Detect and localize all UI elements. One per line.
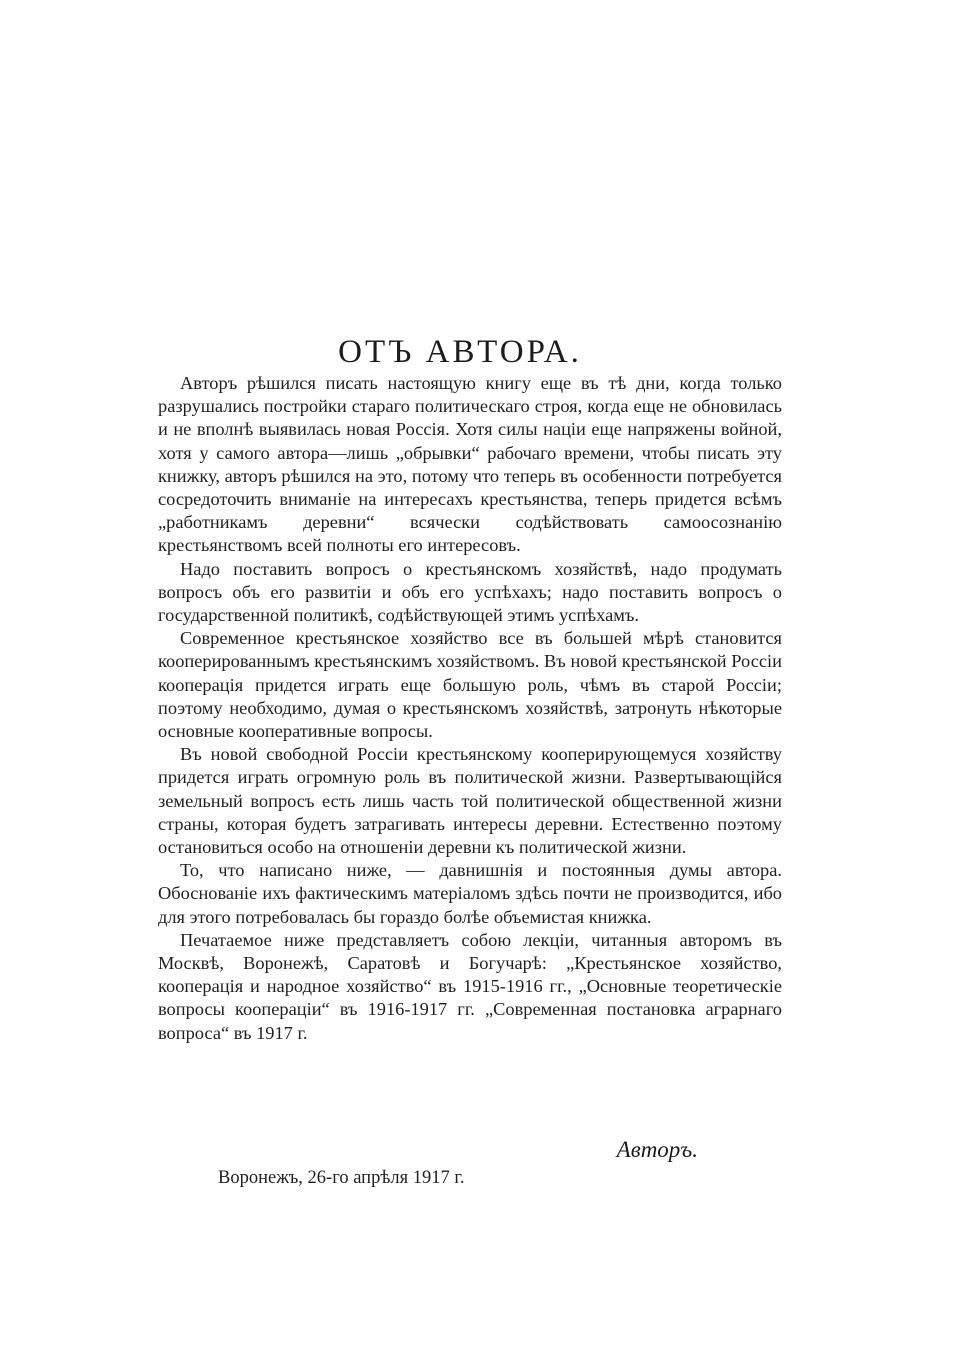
paragraph-6: Печатаемое ниже представляетъ собою лекціи, читанныя авторомъ въ Москвѣ, Воронежѣ, Саратовѣ и Богучарѣ: „Крестьянское хозяйство, кооперація и народное хозяйство“ въ 1915-1916 гг., „Основные теоретическіе вопросы коопераціи“ въ 1916-1917 гг. „Современная постановка аграрнаго вопроса“ въ 1917 г. <box>158 929 782 1043</box>
paragraph-4: Въ новой свободной Россіи крестьянскому кооперирующемуся хозяйству придется играть огромную роль въ политической жизни. Развертывающійся земельный вопросъ есть лишь часть той политической общественной жизни страны, которая будетъ затрагивать интересы деревни. Естественно поэтому остановиться особо на отношеніи деревни къ политической жизни. <box>158 744 782 858</box>
paragraph-5: То, что написано ниже, — давнишнія и постоянныя думы автора. Обоснованіе ихъ фактическимъ матеріаломъ здѣсь почти не производится, ибо для этого потребовалась бы гораздо болѣе объемистая книжка. <box>158 860 782 927</box>
paragraph-3: Современное крестьянское хозяйство все въ большей мѣрѣ становится кооперированнымъ крестьянскимъ хозяйствомъ. Въ новой крестьянской Россіи кооперація придется играть еще большую роль, чѣмъ въ старой Россіи; поэтому необходимо, думая о крестьянскомъ хозяйствѣ, затронуть нѣкоторые основные кооперативные вопросы. <box>158 628 782 742</box>
place-and-date: Воронежъ, 26-го апрѣля 1917 г. <box>218 1168 465 1188</box>
paragraph-1: Авторъ рѣшился писать настоящую книгу еще въ тѣ дни, когда только разрушались постройки стараго политическаго строя, когда еще не обновилась и не вполнѣ выявилась новая Россія. Хотя силы націи еще напряжены войной, хотя у самого автора—лишь „обрывки“ рабочаго времени, чтобы писать эту книжку, авторъ рѣшился на это, потому что теперь въ особенности потребуется сосредоточить вниманіе на интересахъ крестьянства, теперь придется всѣмъ „работникамъ деревни“ всячески содѣйствовать самоосознанію крестьянствомъ всей полноты его интересовъ. <box>158 373 782 556</box>
preface-body <box>158 372 782 1045</box>
author-signature: Авторъ. <box>616 1137 698 1162</box>
page-title: ОТЪ АВТОРА. <box>338 334 582 371</box>
paragraph-2: Надо поставить вопросъ о крестьянскомъ хозяйствѣ, надо продумать вопросъ объ его развитіи и объ его успѣхахъ; надо поставить вопросъ о государственной политикѣ, содѣйствующей этимъ успѣхамъ. <box>158 558 782 626</box>
